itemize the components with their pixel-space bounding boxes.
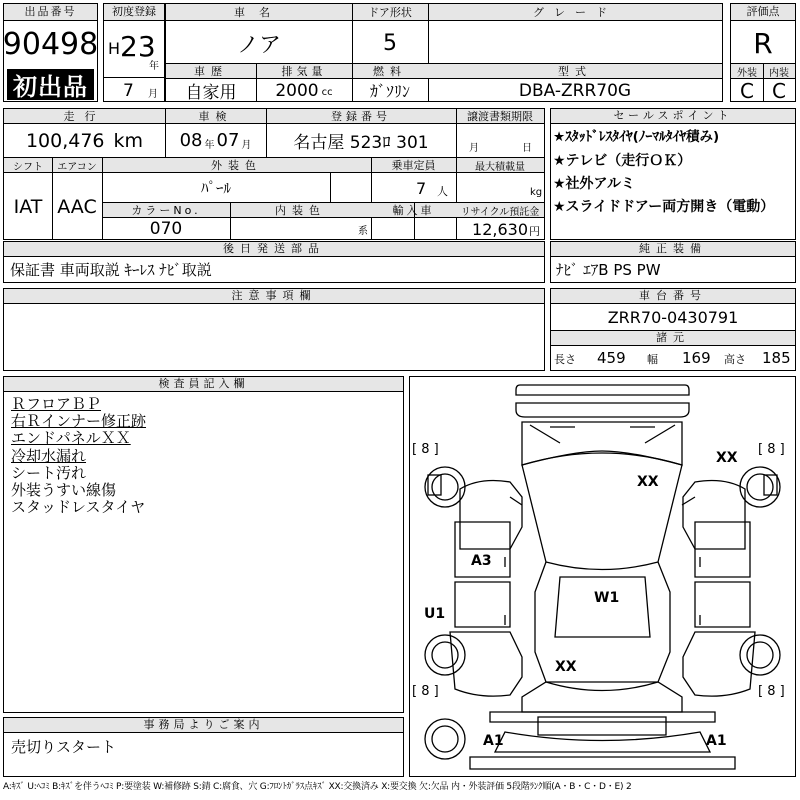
wheel-front-right [740, 467, 780, 507]
inspection-year: 08 [179, 130, 203, 151]
capacity-label: 乗車定員 [391, 159, 436, 172]
inspection-month: 07 [216, 130, 240, 151]
exterior-grade: C [740, 78, 754, 103]
inspection-date [165, 124, 266, 157]
registration-plate: 名古屋 523ﾛ 301 [293, 133, 429, 153]
damage-mark-left-front-door: A3 [471, 553, 492, 569]
roof-panel [555, 577, 650, 637]
registration-year: 23 [120, 30, 156, 63]
length-value: 459 [597, 349, 626, 367]
interior-color-unit: 系 [358, 226, 368, 237]
left-front-fender [460, 481, 522, 549]
mileage-value: 100,476 [25, 129, 105, 152]
right-front-fender [683, 481, 745, 549]
exterior-label: 外装 [737, 67, 757, 79]
tread-mark-front-right: [ 8 ] [758, 442, 785, 457]
damage-mark-rear-right: A1 [706, 733, 727, 749]
sales-points-box [550, 108, 796, 240]
color-number: 070 [149, 219, 183, 239]
grade [428, 22, 722, 64]
displacement-unit: cc [321, 87, 333, 98]
interior-label: 内装 [769, 67, 789, 79]
inspection-month-unit: 月 [241, 140, 252, 151]
tread-mark-rear-right: [ 8 ] [758, 684, 785, 699]
damage-mark-left-slide-door: U1 [424, 606, 446, 622]
mirror-lines [510, 497, 695, 505]
office-box [3, 717, 404, 777]
exterior-color: ﾊﾟｰﾙ [200, 179, 231, 197]
inspection-label: 車検 [198, 110, 233, 123]
vehicle-info-box [165, 3, 723, 102]
car-outline [410, 377, 795, 776]
ac-label: エアコン [57, 161, 97, 173]
tread-box [428, 475, 441, 495]
windshield-shape [522, 453, 682, 570]
front-bumper-lower-shape [516, 403, 689, 417]
front-bumper-shape [516, 385, 689, 395]
sales-points-label: セールスポイント [551, 109, 795, 124]
plate-label: 登録番号 [331, 110, 391, 123]
car-name-label: 車名 [234, 6, 284, 19]
recycle-label: リサイクル預託金 [460, 206, 540, 218]
year-unit: 年 [149, 61, 159, 72]
later-parts-value: 保証書 車両取説 ｷｰﾚｽ ﾅﾋﾞ取説 [10, 261, 212, 279]
model-label: 型式 [558, 65, 592, 78]
inspector-line: ＲフロアＢＰ [11, 395, 102, 413]
month-unit: 月 [148, 89, 158, 100]
tread-box [764, 475, 777, 495]
sales-point-item: ★社外アルミ [553, 176, 635, 192]
model-code: DBA-ZRR70G [518, 80, 632, 101]
damage-mark-roof: W1 [594, 590, 620, 606]
lot-number: 90498 [2, 26, 99, 62]
shift-label: シフト [13, 161, 43, 173]
inspection-year-unit: 年 [204, 140, 215, 151]
right-slide-door [695, 582, 750, 627]
score-label: 評価点 [731, 4, 795, 21]
rear-hatch-shape [538, 717, 666, 735]
office-value: 売切りスタート [11, 738, 117, 756]
import-label: 輸入車 [392, 204, 435, 217]
interior-color-label: 内装色 [275, 204, 326, 217]
first-registration-box [103, 3, 165, 102]
equipment-value: ﾅﾋﾞ ｴｱB PS PW [556, 261, 661, 279]
door-type: 5 [383, 30, 397, 56]
office-label: 事務局よりご案内 [4, 718, 403, 733]
chassis-number: ZRR70-0430791 [607, 308, 739, 327]
rear-bumper-lower-shape [470, 757, 735, 769]
height-label: 高さ [724, 353, 746, 366]
notes-box [3, 288, 545, 371]
inspector-line: スタッドレスタイヤ [11, 498, 146, 517]
history: 自家用 [185, 83, 237, 103]
rear-window-shape [522, 682, 682, 712]
width-label: 幅 [647, 353, 658, 366]
registration-month: 7 [123, 81, 134, 101]
left-slide-door [455, 582, 510, 627]
damage-mark-rear-left: A1 [483, 733, 504, 749]
damage-mark-front-right: XX [716, 450, 738, 466]
notes-label: 注意事項欄 [4, 289, 544, 304]
height-value: 185 [762, 349, 791, 367]
damage-mark-bonnet: XX [637, 474, 659, 490]
car-name: ノア [236, 32, 281, 58]
fuel: ｶﾞｿﾘﾝ [369, 82, 410, 101]
chassis-label: 車台番号 [551, 289, 795, 304]
wheel-rear-left [425, 635, 465, 675]
displacement-value: 2000 [275, 80, 319, 101]
recycle-fee [456, 218, 544, 240]
spare-tire [425, 719, 465, 759]
color-number-label: カラーNo. [131, 204, 201, 217]
transfer-deadline-label: 譲渡書類期限 [467, 110, 533, 123]
recycle-unit: 円 [529, 224, 540, 238]
inspector-label: 検査員記入欄 [4, 377, 403, 392]
displacement [256, 79, 352, 102]
history-label: 車歴 [194, 65, 228, 78]
left-rear-quarter [450, 632, 522, 696]
equipment-box [550, 241, 796, 283]
load-unit: kg [530, 187, 543, 198]
era: H [108, 39, 121, 58]
length-label: 長さ [554, 353, 576, 366]
air-conditioner: AAC [57, 195, 97, 218]
max-load-label: 最大積載量 [475, 161, 525, 173]
later-parts-label: 後日発送部品 [4, 242, 544, 257]
lot-number-label: 出品番号 [4, 4, 97, 21]
wheel-rear-right [740, 635, 780, 675]
inspector-line: シート汚れ [11, 463, 87, 482]
chassis-box [550, 288, 796, 371]
exterior-color-label: 外装色 [211, 159, 262, 172]
capacity: 7 [416, 179, 427, 198]
recycle-value: 12,630 [472, 219, 528, 239]
sales-point-item: ★ｽﾀｯﾄﾞﾚｽﾀｲﾔ(ﾉｰﾏﾙﾀｲﾔ積み) [553, 129, 720, 145]
width-value: 169 [682, 349, 711, 367]
interior-grade: C [772, 78, 786, 103]
grade-label: グレード [533, 6, 617, 19]
mileage-unit: km [113, 129, 144, 152]
tread-mark-rear-left: [ 8 ] [412, 684, 439, 699]
hood-lines [530, 425, 675, 443]
later-parts-box [3, 241, 545, 283]
mileage [4, 124, 165, 157]
capacity-unit: 人 [437, 185, 448, 198]
sales-point-item: ★テレビ（走行ＯＫ） [553, 153, 692, 169]
inspector-line: 冷却水漏れ [11, 446, 87, 465]
inspector-box [3, 376, 404, 713]
inspector-line: 外装うすい線傷 [11, 481, 117, 500]
transfer-day-unit: 日 [522, 143, 532, 154]
door-label: ドア形状 [368, 6, 412, 19]
first-registration-label: 初度登録 [104, 4, 164, 21]
lot-number-box [3, 3, 98, 102]
displacement-label: 排気量 [281, 65, 327, 78]
first-listing-badge: 初出品 [7, 69, 94, 100]
right-rear-quarter [683, 632, 755, 696]
fuel-label: 燃料 [373, 65, 407, 78]
shift: IAT [13, 195, 43, 218]
sales-point-item: ★スライドドアー両方開き（電動） [553, 199, 775, 215]
damage-mark-rear-hatch: XX [555, 659, 577, 675]
wheel-front-left [425, 467, 465, 507]
score-box [730, 3, 796, 102]
car-condition-diagram [409, 376, 796, 777]
inspector-line: 右Ｒインナー修正跡 [11, 412, 147, 431]
mileage-label: 走行 [63, 110, 106, 123]
legend: A:ｷｽﾞ U:ﾍｺﾐ B:ｷｽﾞを伴うﾍｺﾐ P:要塗装 W:補修跡 S:錆 C:腐食、穴 G:ﾌﾛﾝﾄｶﾞﾗｽ点ｷｽﾞ XX:交換済み X:要交換 欠:欠品 内・外装評価 5段階ﾗﾝｸ順(A・B・C・D・E) 2 [3, 782, 632, 792]
transfer-month-unit: 月 [469, 143, 479, 154]
inspector-line: エンドパネルＸＸ [11, 429, 131, 448]
details-box [3, 108, 545, 240]
dims-label: 諸元 [551, 331, 795, 346]
tread-mark-front-left: [ 8 ] [412, 442, 439, 457]
overall-score: R [753, 26, 773, 60]
equipment-label: 純正装備 [551, 242, 795, 257]
inspector-lines [11, 396, 399, 516]
